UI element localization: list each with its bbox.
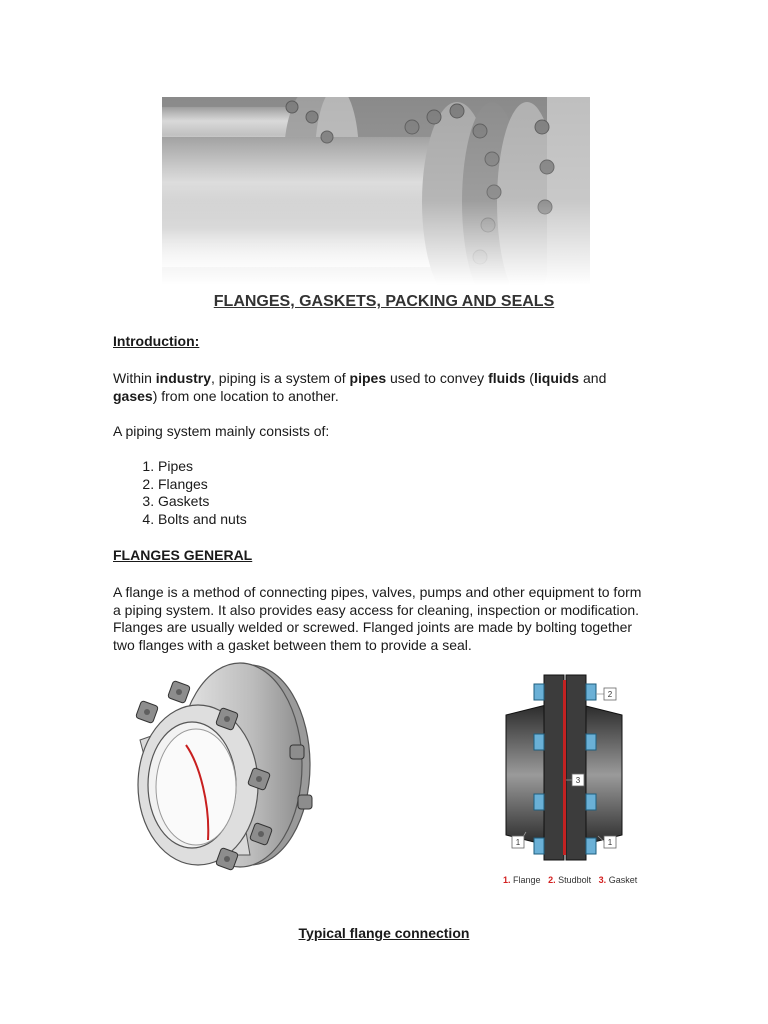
list-item: 1. Pipes [158, 458, 247, 476]
callout-label: 1 [515, 838, 521, 847]
list-item: 4. Bolts and nuts [158, 511, 247, 529]
callout-label: 3 [575, 776, 581, 785]
document-title: FLANGES, GASKETS, PACKING AND SEALS [213, 293, 555, 310]
flange-assembly-illustration [130, 655, 320, 880]
legend-label: Gasket [608, 875, 638, 885]
legend-number: 3. [598, 875, 607, 885]
legend-number: 2. [548, 875, 556, 885]
piping-system-paragraph: A piping system mainly consists of: [113, 423, 330, 439]
figure-legend [503, 875, 637, 885]
figure-caption: Typical flange connection [298, 925, 470, 941]
piping-components-list [113, 458, 247, 528]
list-item: 3. Gaskets [158, 493, 247, 511]
introduction-heading: Introduction: [113, 333, 200, 349]
callout-label: 2 [607, 690, 613, 699]
flanges-general-paragraph: A flange is a method of connecting pipes, valves, pumps and other equipment to form a piping system. It also provides easy access for cleaning, inspection or modification. Flanges are usually welded or screwed. Flanged joints are made by bolting together two flanges with a gasket between them to provide a seal. [113, 584, 642, 653]
flange-cross-section-diagram [496, 670, 632, 890]
intro-paragraph: Within industry, piping is a system of pipes used to convey fluids (liquids and gases) from one location to another. [113, 370, 607, 404]
legend-label: Studbolt [558, 875, 592, 885]
legend-number: 1. [503, 875, 511, 885]
flanges-general-heading: FLANGES GENERAL [113, 547, 253, 563]
header-pipe-photo [162, 97, 590, 285]
legend-label: Flange [513, 875, 541, 885]
callout-label: 1 [607, 838, 613, 847]
list-item: 2. Flanges [158, 476, 247, 494]
